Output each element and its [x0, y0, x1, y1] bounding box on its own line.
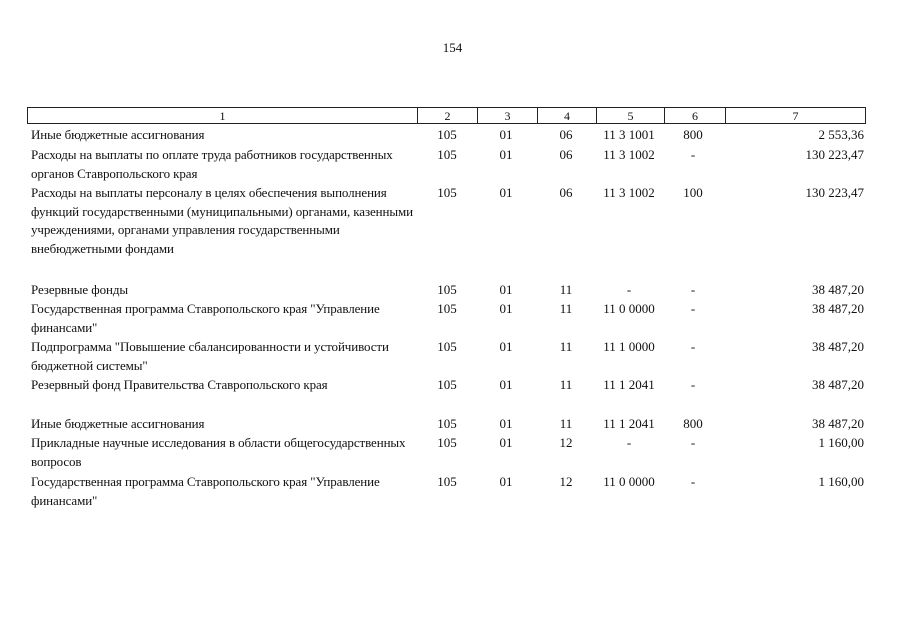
- row-col-6: -: [690, 474, 696, 489]
- row-amount: 1 160,00: [818, 435, 864, 450]
- row-col-6: -: [690, 301, 696, 316]
- page-number: 154: [442, 40, 463, 55]
- row-amount: 38 487,20: [812, 416, 864, 431]
- row-name: Государственная программа Ставропольского края "Управление финансами": [31, 474, 380, 508]
- row-col-3: 01: [499, 416, 513, 431]
- row-col-3: 01: [499, 185, 513, 200]
- row-col-2: 105: [437, 301, 457, 316]
- row-col-6: -: [690, 377, 696, 392]
- row-col-3: 01: [499, 377, 513, 392]
- row-col-6: -: [690, 339, 696, 354]
- row-col-5: 11 0 0000: [603, 474, 655, 489]
- row-col-4: 12: [559, 435, 573, 450]
- row-name: Иные бюджетные ассигнования: [31, 416, 205, 431]
- row-amount: 38 487,20: [812, 301, 864, 316]
- header-col-1: 1: [219, 109, 226, 123]
- row-col-6: -: [690, 435, 696, 450]
- row-amount: 130 223,47: [805, 147, 864, 162]
- row-amount: 130 223,47: [805, 185, 864, 200]
- row-col-4: 06: [559, 185, 573, 200]
- row-name: Прикладные научные исследования в области общегосударственных вопросов: [31, 435, 406, 469]
- row-col-5: 11 3 1001: [603, 127, 655, 142]
- row-col-5: -: [626, 435, 632, 450]
- row-col-2: 105: [437, 435, 457, 450]
- row-name: Резервный фонд Правительства Ставропольского края: [31, 377, 328, 392]
- row-amount: 2 553,36: [818, 127, 864, 142]
- row-col-3: 01: [499, 282, 513, 297]
- row-col-4: 11: [559, 282, 573, 297]
- header-col-2: 2: [417, 108, 477, 123]
- row-col-5: -: [626, 282, 632, 297]
- row-amount: 38 487,20: [812, 377, 864, 392]
- row-col-2: 105: [437, 147, 457, 162]
- row-col-4: 11: [559, 301, 573, 316]
- row-col-5: 11 3 1002: [603, 185, 655, 200]
- row-name: Иные бюджетные ассигнования: [31, 127, 205, 142]
- row-col-3: 01: [499, 147, 513, 162]
- header-col-7: 7: [725, 108, 865, 123]
- row-name: Подпрограмма "Повышение сбалансированности и устойчивости бюджетной системы": [31, 339, 389, 373]
- row-col-5: 11 1 2041: [603, 377, 655, 392]
- row-col-2: 105: [437, 377, 457, 392]
- row-col-4: 11: [559, 339, 573, 354]
- row-col-4: 11: [559, 416, 573, 431]
- row-col-3: 01: [499, 435, 513, 450]
- row-col-6: 800: [683, 127, 703, 142]
- row-amount: 38 487,20: [812, 339, 864, 354]
- row-col-5: 11 3 1002: [603, 147, 655, 162]
- header-col-5: 5: [596, 108, 664, 123]
- row-col-3: 01: [499, 474, 513, 489]
- row-name: Государственная программа Ставропольского края "Управление финансами": [31, 301, 380, 335]
- row-col-2: 105: [437, 339, 457, 354]
- row-col-3: 01: [499, 301, 513, 316]
- row-name: Расходы на выплаты персоналу в целях обеспечения выполнения функций государственными (муниципальными) органами, казенными учреждениями, органами управления государственными внебюджетными фондами: [31, 185, 413, 256]
- row-col-5: 11 1 0000: [603, 339, 655, 354]
- row-col-5: 11 0 0000: [603, 301, 655, 316]
- row-col-2: 105: [437, 416, 457, 431]
- row-col-2: 105: [437, 474, 457, 489]
- header-col-6: 6: [664, 108, 725, 123]
- row-col-2: 105: [437, 282, 457, 297]
- header-col-3: 3: [477, 108, 537, 123]
- row-col-4: 06: [559, 147, 573, 162]
- row-col-4: 06: [559, 127, 573, 142]
- row-col-2: 105: [437, 127, 457, 142]
- row-col-4: 11: [559, 377, 573, 392]
- row-name: Расходы на выплаты по оплате труда работников государственных органов Ставропольского края: [31, 147, 393, 181]
- row-col-6: 100: [683, 185, 703, 200]
- row-col-2: 105: [437, 185, 457, 200]
- row-name: Резервные фонды: [31, 282, 128, 297]
- row-amount: 1 160,00: [818, 474, 864, 489]
- row-col-3: 01: [499, 127, 513, 142]
- row-col-5: 11 1 2041: [603, 416, 655, 431]
- table-header: [27, 107, 866, 124]
- row-col-6: -: [690, 282, 696, 297]
- row-col-6: 800: [683, 416, 703, 431]
- header-col-4: 4: [537, 108, 596, 123]
- row-col-4: 12: [559, 474, 573, 489]
- row-col-3: 01: [499, 339, 513, 354]
- row-col-6: -: [690, 147, 696, 162]
- row-amount: 38 487,20: [812, 282, 864, 297]
